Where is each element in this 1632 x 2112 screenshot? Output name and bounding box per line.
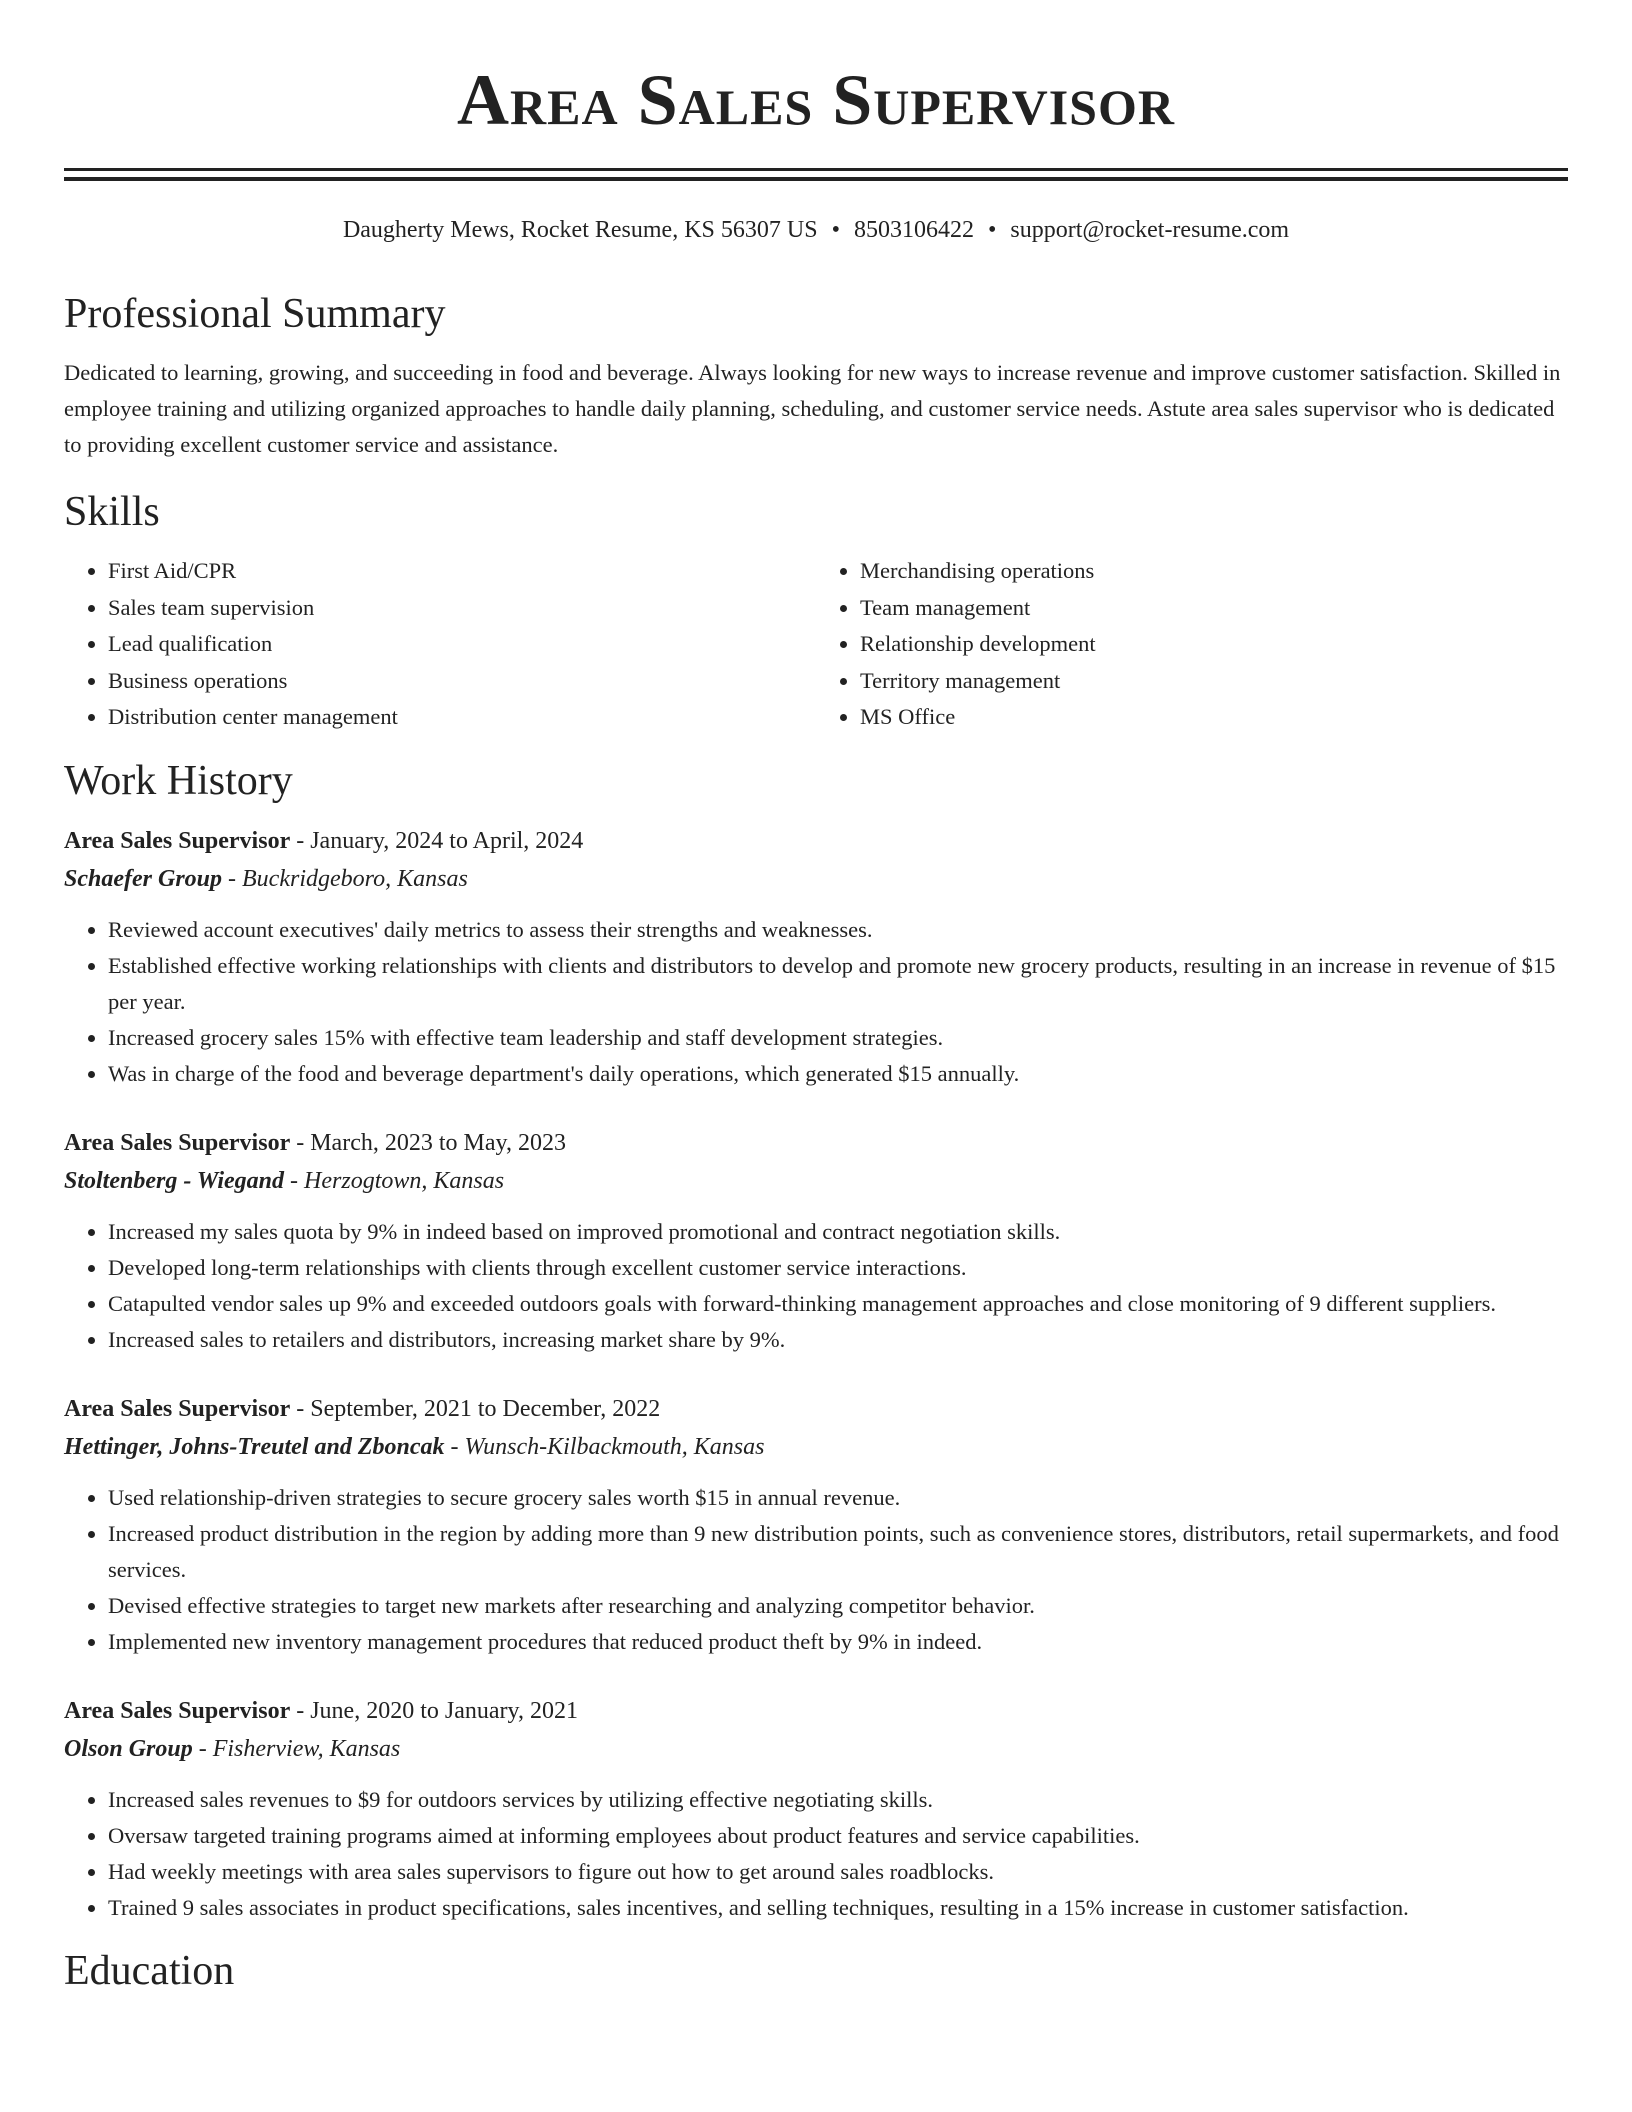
- job-company-line: Schaefer Group - Buckridgeboro, Kansas: [64, 865, 468, 892]
- job-dates: June, 2020 to January, 2021: [310, 1697, 578, 1724]
- job-bullet: • Reviewed account executives' daily metrics to assess their strengths and weaknesses.: [108, 912, 1568, 948]
- job-bullet: • Increased product distribution in the region by adding more than 9 new distribution points, such as convenience stores, distributors, retail supermarkets, and food services.: [108, 1516, 1568, 1588]
- job-location: Herzogtown, Kansas: [304, 1167, 505, 1194]
- job-company-line: Stoltenberg - Wiegand - Herzogtown, Kansas: [64, 1167, 505, 1194]
- contact-email: support@rocket-resume.com: [1010, 217, 1290, 243]
- contact-line: [64, 215, 1568, 245]
- job-title-line: Area Sales Supervisor - September, 2021 to December, 2022: [64, 1395, 661, 1422]
- skill-item: • Team management: [860, 590, 1568, 627]
- job-bullets: [64, 1782, 1568, 1926]
- job-bullet: • Developed long-term relationships with clients through excellent customer service interactions.: [108, 1250, 1568, 1286]
- job-bullet: • Increased sales to retailers and distributors, increasing market share by 9%.: [108, 1322, 1568, 1358]
- summary-text: Dedicated to learning, growing, and succeeding in food and beverage. Always looking for new ways to increase revenue and improve customer satisfaction. Skilled in employee training and utilizing organized approaches to handle daily planning, scheduling, and customer service needs. Astute area sales supervisor who is dedicated to providing excellent customer service and assistance.: [64, 360, 1561, 457]
- job-bullet: • Increased my sales quota by 9% in indeed based on improved promotional and contract negotiation skills.: [108, 1214, 1568, 1250]
- skill-item: • Business operations: [108, 663, 816, 700]
- job-bullet: • Devised effective strategies to target new markets after researching and analyzing competitor behavior.: [108, 1588, 1568, 1624]
- job-bullet: • Had weekly meetings with area sales supervisors to figure out how to get around sales roadblocks.: [108, 1854, 1568, 1890]
- skill-item: • Merchandising operations: [860, 553, 1568, 590]
- job-title: Area Sales Supervisor: [64, 1697, 291, 1724]
- job-title: Area Sales Supervisor: [64, 827, 291, 854]
- job-company: Schaefer Group: [64, 865, 223, 892]
- job-bullet: • Catapulted vendor sales up 9% and exceeded outdoors goals with forward-thinking management approaches and close monitoring of 9 different suppliers.: [108, 1286, 1568, 1322]
- job-title: Area Sales Supervisor: [64, 1129, 291, 1156]
- section-heading-skills: Skills: [64, 489, 160, 535]
- job-bullet: • Implemented new inventory management procedures that reduced product theft by 9% in indeed.: [108, 1624, 1568, 1660]
- section-heading-work-history: Work History: [64, 757, 293, 804]
- section-heading-education: Education: [64, 1947, 235, 1994]
- skills-column-right: [816, 553, 1568, 736]
- section-heading-summary: Professional Summary: [64, 291, 446, 337]
- skill-item: • Relationship development: [860, 626, 1568, 663]
- job-title-line: Area Sales Supervisor - January, 2024 to April, 2024: [64, 827, 584, 854]
- job-location: Buckridgeboro, Kansas: [242, 865, 468, 892]
- skills-list: [64, 553, 1568, 736]
- job-bullet: • Was in charge of the food and beverage department's daily operations, which generated $15 annually.: [108, 1056, 1568, 1092]
- job-location: Wunsch-Kilbackmouth, Kansas: [464, 1433, 765, 1460]
- skill-item: • MS Office: [860, 699, 1568, 736]
- header-divider-top: [64, 168, 1568, 171]
- skill-item: • Distribution center management: [108, 699, 816, 736]
- job-dates: January, 2024 to April, 2024: [310, 827, 584, 854]
- contact-separator: •: [987, 217, 997, 243]
- job-title: Area Sales Supervisor: [64, 1395, 291, 1422]
- skill-item: • Sales team supervision: [108, 590, 816, 627]
- job-bullet: • Increased sales revenues to $9 for outdoors services by utilizing effective negotiating skills.: [108, 1782, 1568, 1818]
- job-company-line: Hettinger, Johns-Treutel and Zboncak - Wunsch-Kilbackmouth, Kansas: [64, 1433, 765, 1460]
- job-title-line: Area Sales Supervisor - March, 2023 to May, 2023: [64, 1129, 566, 1156]
- job-dates: September, 2021 to December, 2022: [310, 1395, 661, 1422]
- job-company: Stoltenberg - Wiegand: [64, 1167, 285, 1194]
- skill-item: • First Aid/CPR: [108, 553, 816, 590]
- skill-item: • Lead qualification: [108, 626, 816, 663]
- contact-phone: 8503106422: [853, 217, 974, 243]
- contact-separator: •: [831, 217, 840, 243]
- job-title-line: Area Sales Supervisor - June, 2020 to January, 2021: [64, 1697, 578, 1724]
- job-dates: March, 2023 to May, 2023: [310, 1129, 566, 1156]
- job-bullets: [64, 912, 1568, 1092]
- job-entry: [64, 1124, 1568, 1358]
- job-bullet: • Increased grocery sales 15% with effective team leadership and staff development strategies.: [108, 1020, 1568, 1056]
- job-bullets: [64, 1480, 1568, 1660]
- job-entry: [64, 1692, 1568, 1926]
- contact-address: Daugherty Mews, Rocket Resume, KS 56307 US: [342, 217, 818, 243]
- job-bullet: • Oversaw targeted training programs aimed at informing employees about product features and service capabilities.: [108, 1818, 1568, 1854]
- job-company: Olson Group: [64, 1735, 193, 1762]
- job-company-line: Olson Group - Fisherview, Kansas: [64, 1735, 401, 1762]
- job-bullet: • Used relationship-driven strategies to secure grocery sales worth $15 in annual revenue.: [108, 1480, 1568, 1516]
- skills-column-left: [64, 553, 816, 736]
- job-bullets: [64, 1214, 1568, 1358]
- job-entry: [64, 822, 1568, 1092]
- skill-item: • Territory management: [860, 663, 1568, 700]
- header-divider-bottom: [64, 177, 1568, 181]
- job-location: Fisherview, Kansas: [212, 1735, 401, 1762]
- resume-title: Area Sales Supervisor: [457, 60, 1175, 140]
- job-bullet: • Trained 9 sales associates in product specifications, sales incentives, and selling techniques, resulting in a 15% increase in customer satisfaction.: [108, 1890, 1568, 1926]
- job-entry: [64, 1390, 1568, 1660]
- job-bullet: • Established effective working relationships with clients and distributors to develop and promote new grocery products, resulting in an increase in revenue of $15 per year.: [108, 948, 1568, 1020]
- job-company: Hettinger, Johns-Treutel and Zboncak: [64, 1433, 445, 1460]
